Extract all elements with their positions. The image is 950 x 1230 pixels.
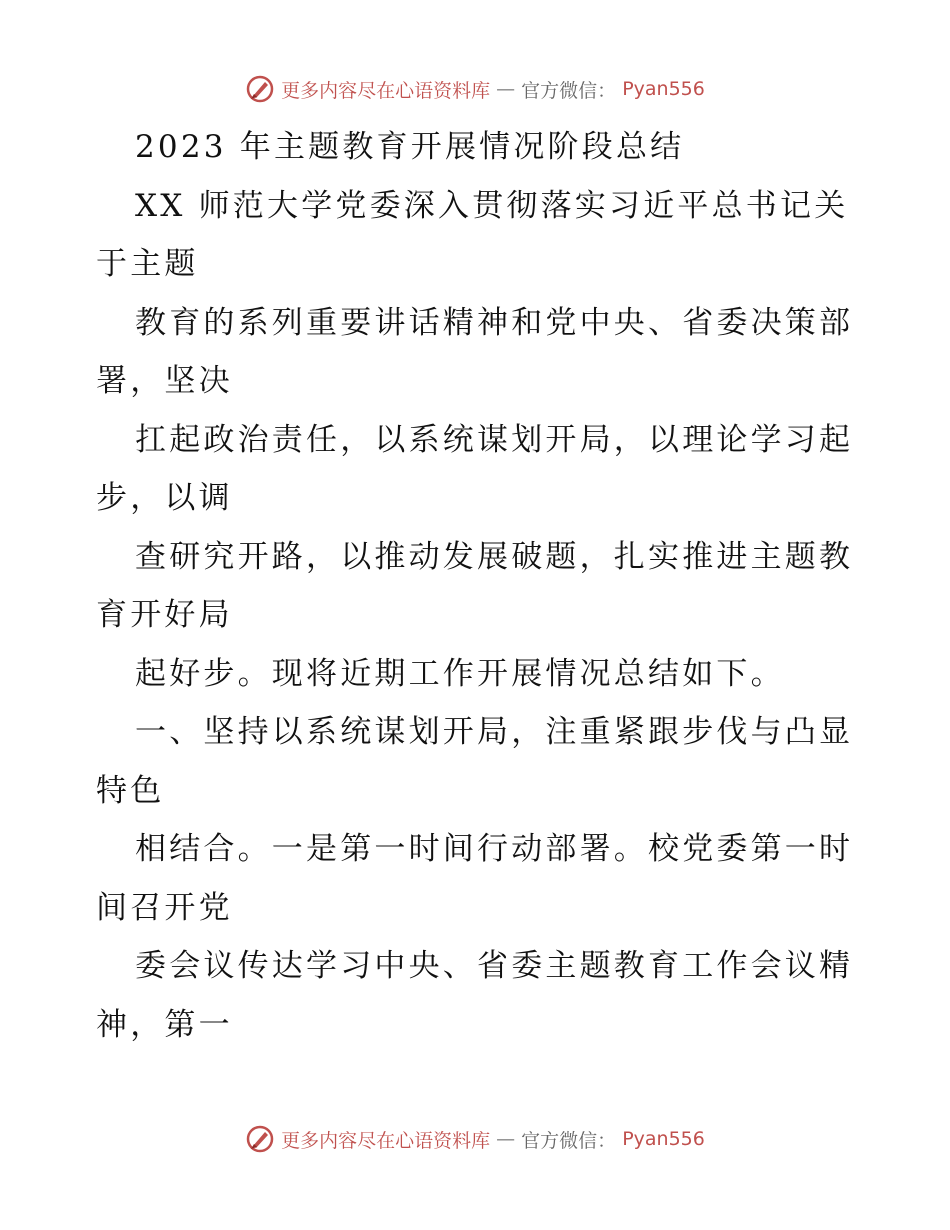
document-body xyxy=(96,118,856,1054)
watermark-account: Pyan556 xyxy=(622,78,705,100)
text-line: 署，坚决 xyxy=(96,363,233,399)
watermark-separator: — xyxy=(496,78,516,100)
document-title: 2023 年主题教育开展情况阶段总结 xyxy=(135,129,685,165)
watermark-account: Pyan556 xyxy=(622,1128,705,1150)
text-line: 相结合。一是第一时间行动部署。校党委第一时 xyxy=(135,831,854,867)
text-line: 育开好局 xyxy=(96,597,233,633)
logo-icon xyxy=(245,1124,275,1154)
logo-icon xyxy=(245,74,275,104)
section-heading: 一、坚持以系统谋划开局，注重紧跟步伐与凸显 xyxy=(135,714,854,750)
text-line: 查研究开路，以推动发展破题，扎实推进主题教 xyxy=(135,538,854,575)
watermark-footer xyxy=(0,1124,950,1154)
text-line: 起好步。现将近期工作开展情况总结如下。 xyxy=(135,655,785,692)
text-line: 步，以调 xyxy=(96,480,233,516)
text-line: 神，第一 xyxy=(96,1006,233,1043)
text-line: 教育的系列重要讲话精神和党中央、省委决策部 xyxy=(135,304,854,341)
watermark-official-label: 官方微信： xyxy=(521,1129,617,1152)
text-line: 扛起政治责任，以系统谋划开局，以理论学习起 xyxy=(135,421,854,458)
text-line: 特色 xyxy=(96,772,165,809)
text-line: 间召开党 xyxy=(96,889,233,926)
watermark-header xyxy=(0,74,950,104)
watermark-text: 更多内容尽在心语资料库 xyxy=(281,79,491,102)
text-line: 委会议传达学习中央、省委主题教育工作会议精 xyxy=(135,948,854,984)
watermark-separator: — xyxy=(496,1128,516,1150)
watermark-official-label: 官方微信： xyxy=(521,79,617,102)
text-line: XX 师范大学党委深入贯彻落实习近平总书记关 xyxy=(135,187,849,224)
text-line: 于主题 xyxy=(96,246,199,282)
watermark-text: 更多内容尽在心语资料库 xyxy=(281,1129,491,1152)
